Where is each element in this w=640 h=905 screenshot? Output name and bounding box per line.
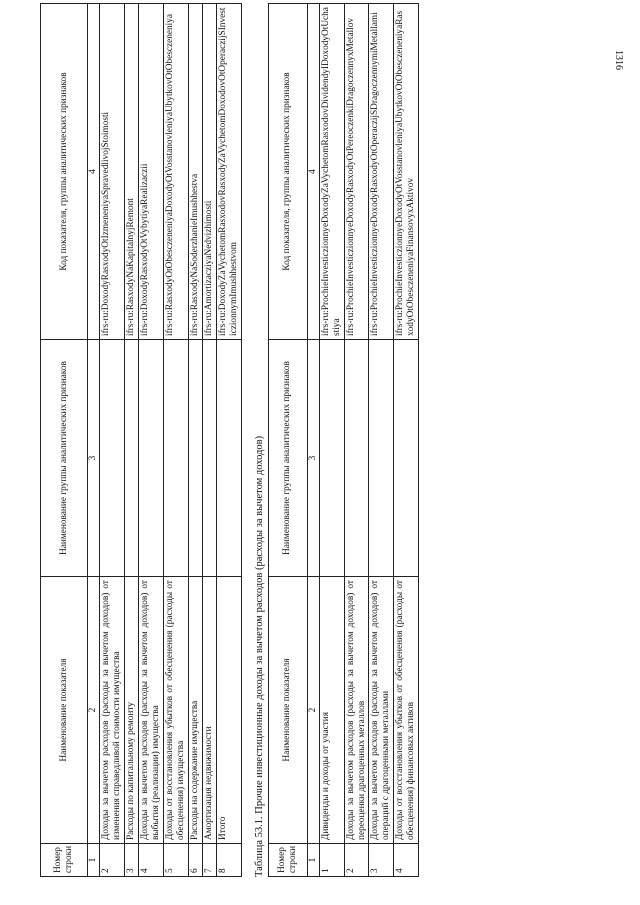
group-name bbox=[163, 340, 188, 577]
table-header-row bbox=[41, 4, 88, 877]
index-cell: 2 bbox=[88, 577, 100, 844]
indicator-name: Доходы за вычетом расходов (расходы за вычетом доходов) от изменения справедливой стоимости имущества bbox=[99, 577, 124, 844]
indicator-code: ifrs-ru:ProchieInvesticzionnyeDoxodyRasxodyOtPereoczenkiDragoczennyxMetallov bbox=[344, 4, 369, 340]
indicator-code: ifrs-ru:RasxodyNaSoderzhanieImushhestva bbox=[188, 4, 202, 340]
row-number: 3 bbox=[124, 844, 138, 877]
row-number: 8 bbox=[216, 844, 241, 877]
indicator-code: ifrs-ru:ProchieInvesticzionnyeDoxodyRasxodyOtOperaczijSDragoczennymiMetallami bbox=[369, 4, 394, 340]
investment-property-table bbox=[40, 3, 242, 877]
group-name bbox=[99, 340, 124, 577]
group-name bbox=[138, 340, 163, 577]
indicator-name: Доходы за вычетом расходов (расходы за вычетом доходов) от операций с драгоценными металлами bbox=[369, 577, 394, 844]
row-number: 4 bbox=[394, 844, 419, 877]
table-row bbox=[124, 4, 138, 877]
indicator-code: ifrs-ru:AmortizacziyaNedvizhimosti bbox=[202, 4, 216, 340]
group-name bbox=[394, 340, 419, 577]
row-number: 1 bbox=[319, 844, 344, 877]
rotated-page-content bbox=[40, 7, 600, 877]
table-index-row bbox=[88, 4, 100, 877]
header-row-number: Номер строки bbox=[268, 844, 307, 877]
row-number: 2 bbox=[99, 844, 124, 877]
indicator-name: Расходы по капитальному ремонту bbox=[124, 577, 138, 844]
header-indicator-name: Наименование показателя bbox=[268, 577, 307, 844]
row-number: 5 bbox=[163, 844, 188, 877]
indicator-code: ifrs-ru:DoxodyRasxodyOtVybytiyaRealizaczii bbox=[138, 4, 163, 340]
table-row bbox=[99, 4, 124, 877]
indicator-name: Итого bbox=[216, 577, 241, 844]
table-row bbox=[138, 4, 163, 877]
other-investment-income-table bbox=[268, 3, 420, 877]
indicator-name: Доходы от восстановления убытков от обесценения (расходы от обесценения) финансовых активов bbox=[394, 577, 419, 844]
row-number: 7 bbox=[202, 844, 216, 877]
index-cell: 2 bbox=[307, 577, 319, 844]
index-cell: 1 bbox=[307, 844, 319, 877]
indicator-code: ifrs-ru:DoxodyZaVychetomRasxodovRasxodyZaVychetomDoxodovOtOperaczijSInvesticzionnymImushhestvom bbox=[216, 4, 241, 340]
index-cell: 4 bbox=[88, 4, 100, 340]
indicator-name: Расходы на содержание имущества bbox=[188, 577, 202, 844]
header-code: Код показателя, группы аналитических признаков bbox=[268, 4, 307, 340]
table-row bbox=[319, 4, 344, 877]
group-name bbox=[319, 340, 344, 577]
row-number: 3 bbox=[369, 844, 394, 877]
table-row bbox=[188, 4, 202, 877]
indicator-name: Доходы от восстановления убытков от обесценения (расходы от обесценения) имущества bbox=[163, 577, 188, 844]
table-row bbox=[216, 4, 241, 877]
index-cell: 1 bbox=[88, 844, 100, 877]
table-row bbox=[202, 4, 216, 877]
indicator-code: ifrs-ru:RasxodyNaKapitalnyjRemont bbox=[124, 4, 138, 340]
table-index-row bbox=[307, 4, 319, 877]
header-group-name: Наименование группы аналитических признаков bbox=[268, 340, 307, 577]
row-number: 2 bbox=[344, 844, 369, 877]
row-number: 6 bbox=[188, 844, 202, 877]
table-caption: Таблица 53.1. Прочие инвестиционные доходы за вычетом расходов (расходы за вычетом доходов) bbox=[253, 435, 265, 877]
group-name bbox=[202, 340, 216, 577]
indicator-name: Дивиденды и доходы от участия bbox=[319, 577, 344, 844]
header-row-number: Номер строки bbox=[41, 844, 88, 877]
header-code: Код показателя, группы аналитических признаков bbox=[41, 4, 88, 340]
index-cell: 3 bbox=[88, 340, 100, 577]
header-indicator-name: Наименование показателя bbox=[41, 577, 88, 844]
indicator-code: ifrs-ru:RasxodyOtObesczeneniyaDoxodyOtVosstanovleniyaUbytkovOtObesczeneniya bbox=[163, 4, 188, 340]
table-header-row bbox=[268, 4, 307, 877]
index-cell: 3 bbox=[307, 340, 319, 577]
group-name bbox=[216, 340, 241, 577]
indicator-name: Доходы за вычетом расходов (расходы за вычетом доходов) от выбытия (реализации) имущества bbox=[138, 577, 163, 844]
table-row bbox=[369, 4, 394, 877]
indicator-name: Амортизация недвижимости bbox=[202, 577, 216, 844]
group-name bbox=[188, 340, 202, 577]
indicator-code: ifrs-ru:ProchieInvesticzionnyeDoxodyOtVosstanovleniyaUbytkovOtObesczeneniyaRasxodyOtObesczeneniyaFinansovyxAktivov bbox=[394, 4, 419, 340]
group-name bbox=[124, 340, 138, 577]
table-row bbox=[163, 4, 188, 877]
table-row bbox=[344, 4, 369, 877]
indicator-name: Доходы за вычетом расходов (расходы за вычетом доходов) от переоценки драгоценных металлов bbox=[344, 577, 369, 844]
row-number: 4 bbox=[138, 844, 163, 877]
indicator-code: ifrs-ru:DoxodyRasxodyOtIzmeneniyaSpravedlivojStoimosti bbox=[99, 4, 124, 340]
indicator-code: ifrs-ru:ProchieInvesticzionnyeDoxodyZaVychetomRasxodovDividendyIDoxodyOtUchastiya bbox=[319, 4, 344, 340]
table-row bbox=[394, 4, 419, 877]
group-name bbox=[369, 340, 394, 577]
header-group-name: Наименование группы аналитических признаков bbox=[41, 340, 88, 577]
page-number: 1316 bbox=[613, 50, 624, 70]
group-name bbox=[344, 340, 369, 577]
index-cell: 4 bbox=[307, 4, 319, 340]
